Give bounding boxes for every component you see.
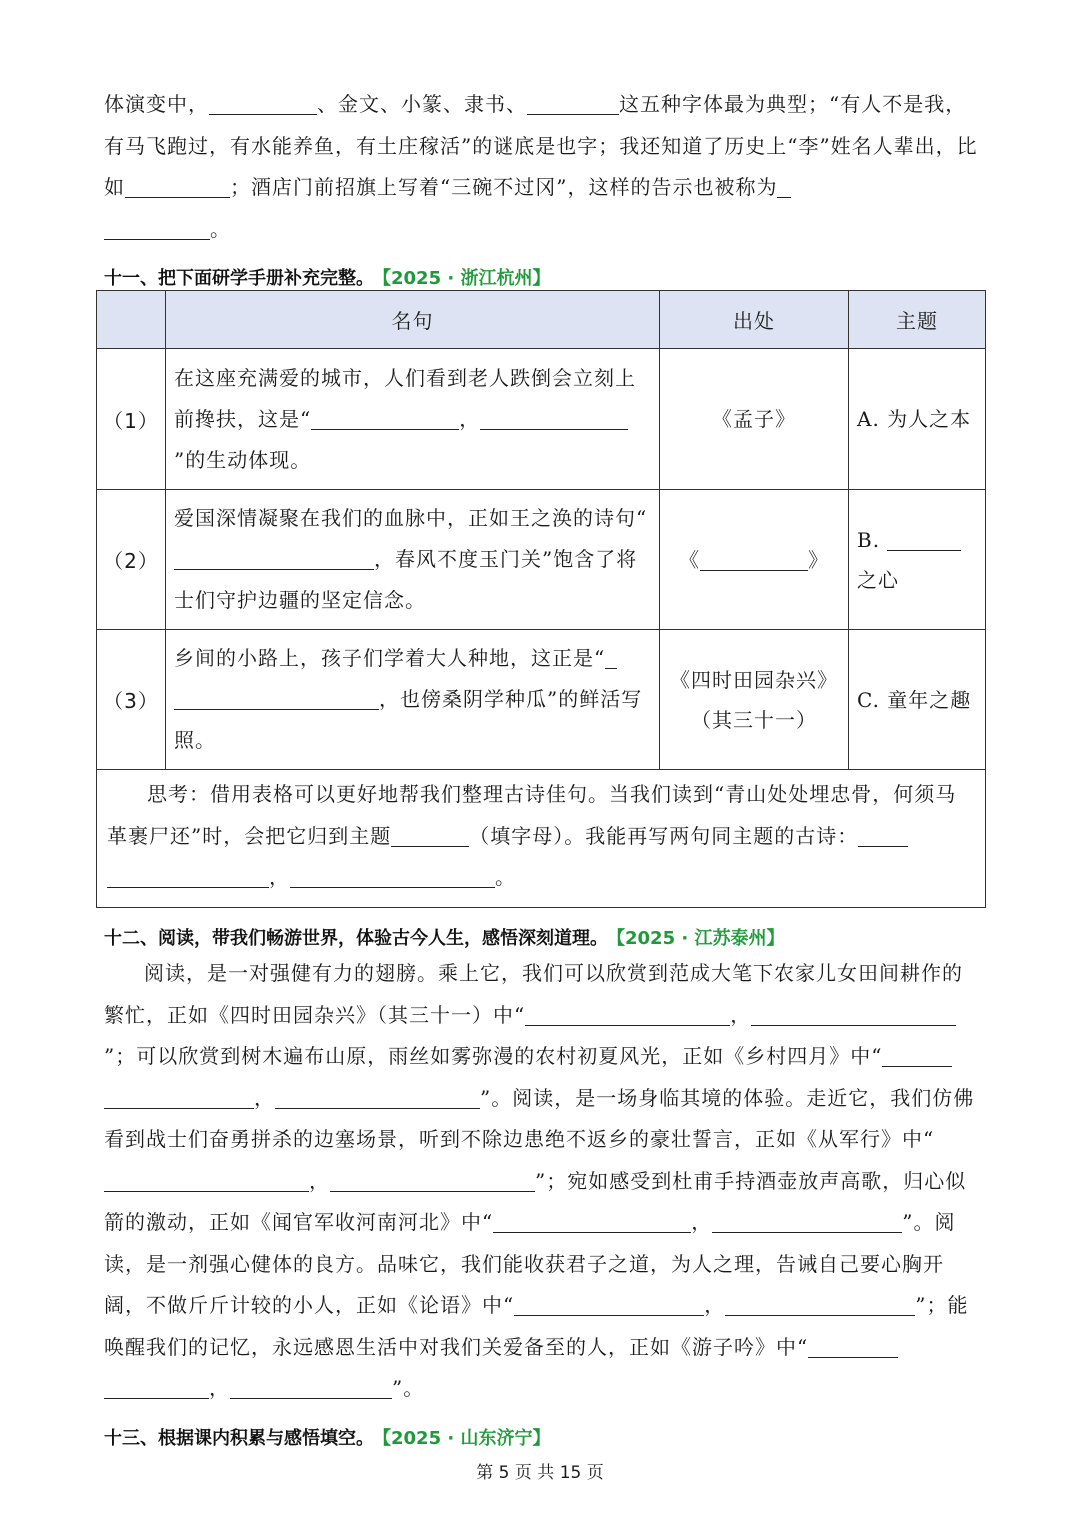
theme-text: 之心: [857, 567, 899, 592]
source-text: （其三十一）: [691, 707, 817, 732]
passage-text: ”；可以欣赏到树木遍布山原，雨丝如雾弥漫的农村初夏风光，正如《乡村四月》中“: [104, 1044, 883, 1068]
answer-blank[interactable]: [808, 1337, 898, 1358]
answer-blank[interactable]: [605, 648, 617, 669]
answer-blank[interactable]: [391, 826, 469, 847]
think-text: 。: [495, 865, 516, 889]
answer-blank[interactable]: [725, 1295, 915, 1316]
passage-text: ，: [730, 1002, 752, 1027]
answer-blank[interactable]: [174, 549, 374, 570]
source-tag: 【2025 · 江苏泰州】: [616, 928, 785, 949]
quote-cell: [166, 630, 660, 770]
answer-blank[interactable]: [330, 1171, 535, 1192]
answer-blank[interactable]: [125, 177, 230, 198]
header-cell-quote: 名句: [166, 291, 660, 349]
source-cell: 《孟子》: [660, 349, 849, 490]
answer-blank[interactable]: [104, 219, 210, 240]
answer-blank[interactable]: [858, 826, 908, 847]
passage-text: ，: [309, 1168, 330, 1193]
think-text: ，: [269, 865, 290, 889]
table-row: [97, 349, 986, 490]
answer-blank[interactable]: [527, 94, 619, 115]
question-13-heading: [104, 1424, 550, 1450]
answer-blank[interactable]: [700, 550, 808, 571]
answer-blank[interactable]: [174, 689, 379, 710]
source-text: 《四时田园杂兴》: [670, 667, 838, 692]
intro-text: ；酒店门前招旗上写着“三碗不过冈”，这样的告示也被称为: [230, 175, 778, 199]
header-cell-source: 出处: [660, 291, 849, 349]
source-tag: 【2025 · 浙江杭州】: [382, 268, 551, 289]
answer-blank[interactable]: [887, 530, 961, 551]
answer-blank[interactable]: [882, 1046, 952, 1067]
table-row: [97, 490, 986, 630]
source-bracket: 》: [808, 547, 829, 572]
row-number: （3）: [97, 630, 166, 770]
answer-blank[interactable]: [751, 1005, 956, 1026]
answer-blank[interactable]: [104, 1378, 209, 1399]
row-number: （2）: [97, 490, 166, 630]
quote-text: 爱国深情凝聚在我们的血脉中，正如王之涣的诗句“: [174, 506, 648, 530]
question-title: 十二、阅读，带我们畅游世界，体验古今人生，感悟深刻道理。: [104, 928, 608, 949]
answer-blank[interactable]: [514, 1295, 704, 1316]
quote-text: ，: [459, 406, 481, 431]
answer-blank[interactable]: [104, 1088, 254, 1109]
answer-blank[interactable]: [525, 1005, 730, 1026]
intro-text: 这五种字体最为典型；“有人不是我，有马飞跑过，有水能养鱼，有土庄稼活”的谜底是也字；我还知道了历史上“李”姓名人辈出，比如: [104, 92, 978, 199]
answer-blank[interactable]: [275, 1088, 480, 1109]
passage-text: ，: [691, 1210, 713, 1234]
quote-text: 乡间的小路上，孩子们学着大人种地，这正是“: [174, 646, 606, 670]
source-bracket: 《: [679, 547, 700, 572]
answer-blank[interactable]: [311, 409, 459, 430]
answer-blank[interactable]: [230, 1378, 392, 1399]
theme-cell: [849, 490, 986, 630]
theme-text: B.: [857, 527, 888, 552]
source-cell: [660, 630, 849, 770]
passage-text: ”。: [392, 1376, 425, 1400]
think-cell: [97, 770, 986, 908]
passage-text: ，: [704, 1293, 726, 1317]
intro-text: 、金文、小篆、隶书、: [317, 92, 527, 116]
think-text: （填字母）。我能再写两句同主题的古诗：: [469, 823, 859, 848]
header-cell-empty: [97, 291, 166, 349]
intro-paragraph: [104, 84, 980, 250]
passage-text: ”。阅读，是一剂强心健体的良方。品味它，我们能收获君子之道，为人之理，告诫自己要心胸开阔，不做斤斤计较的小人，正如《论语》中“: [104, 1210, 956, 1317]
reading-paragraph: [104, 953, 980, 1410]
answer-blank[interactable]: [107, 867, 269, 888]
question-11-heading: [104, 264, 550, 290]
source-cell: [660, 490, 849, 630]
theme-cell: A. 为人之本: [849, 349, 986, 490]
passage-text: ”；宛如感受到杜甫手持酒壶放声高歌，归心似箭的激动，正如《闻官军收河南河北》中“: [104, 1168, 967, 1234]
think-row: [97, 770, 986, 908]
answer-blank[interactable]: [480, 409, 628, 430]
quote-text: ，春风不度玉门关”饱含了将士们守护边疆的坚定信念。: [174, 547, 638, 612]
quote-text: ，也傍桑阴学种瓜”的鲜活写照。: [174, 687, 643, 752]
passage-text: ”；能唤醒我们的记忆，永远感恩生活中对我们关爱备至的人，正如《游子吟》中“: [104, 1293, 969, 1359]
source-tag: 【2025 · 山东济宁】: [382, 1428, 551, 1449]
question-title: 十三、根据课内积累与感悟填空。: [104, 1428, 374, 1449]
answer-blank[interactable]: [104, 1171, 309, 1192]
answer-blank[interactable]: [712, 1212, 902, 1233]
quote-text: ”的生动体现。: [174, 447, 312, 472]
quote-cell: [166, 490, 660, 630]
table-header-row: [97, 291, 986, 349]
question-title: 十一、把下面研学手册补充完整。: [104, 268, 374, 289]
study-handbook-table: [96, 290, 986, 908]
question-12-heading: [104, 924, 784, 950]
answer-blank[interactable]: [209, 94, 317, 115]
passage-text: 阅读，是一对强健有力的翅膀。乘上它，我们可以欣赏到范成大笔下农家儿女田间耕作的繁忙，正如《四时田园杂兴》（其三十一）中“: [104, 961, 963, 1027]
theme-cell: C. 童年之趣: [849, 630, 986, 770]
quote-cell: [166, 349, 660, 490]
header-cell-theme: 主题: [849, 291, 986, 349]
think-text: 思考：借用表格可以更好地帮我们整理古诗佳句。当我们读到“青山处处埋忠骨，何须马革裹尸还”时，会把它归到主题: [107, 782, 957, 848]
table-row: [97, 630, 986, 770]
passage-text: ，: [209, 1376, 230, 1400]
passage-text: ”。阅读，是一场身临其境的体验。走近它，我们仿佛看到战士们奋勇拼杀的边塞场景，听到不除边患绝不返乡的豪壮誓言，正如《从军行》中“: [104, 1085, 975, 1151]
passage-text: ，: [254, 1085, 275, 1110]
row-number: （1）: [97, 349, 166, 490]
intro-text: 。: [210, 216, 231, 241]
page-footer: 第 5 页 共 15 页: [476, 1463, 604, 1483]
answer-blank[interactable]: [493, 1212, 691, 1233]
answer-blank[interactable]: [777, 177, 791, 198]
answer-blank[interactable]: [290, 867, 495, 888]
quote-text: 在这座充满爱的城市，人们看到老人跌倒会立刻上前搀扶，这是“: [174, 365, 636, 431]
intro-text: 体演变中，: [104, 92, 209, 116]
